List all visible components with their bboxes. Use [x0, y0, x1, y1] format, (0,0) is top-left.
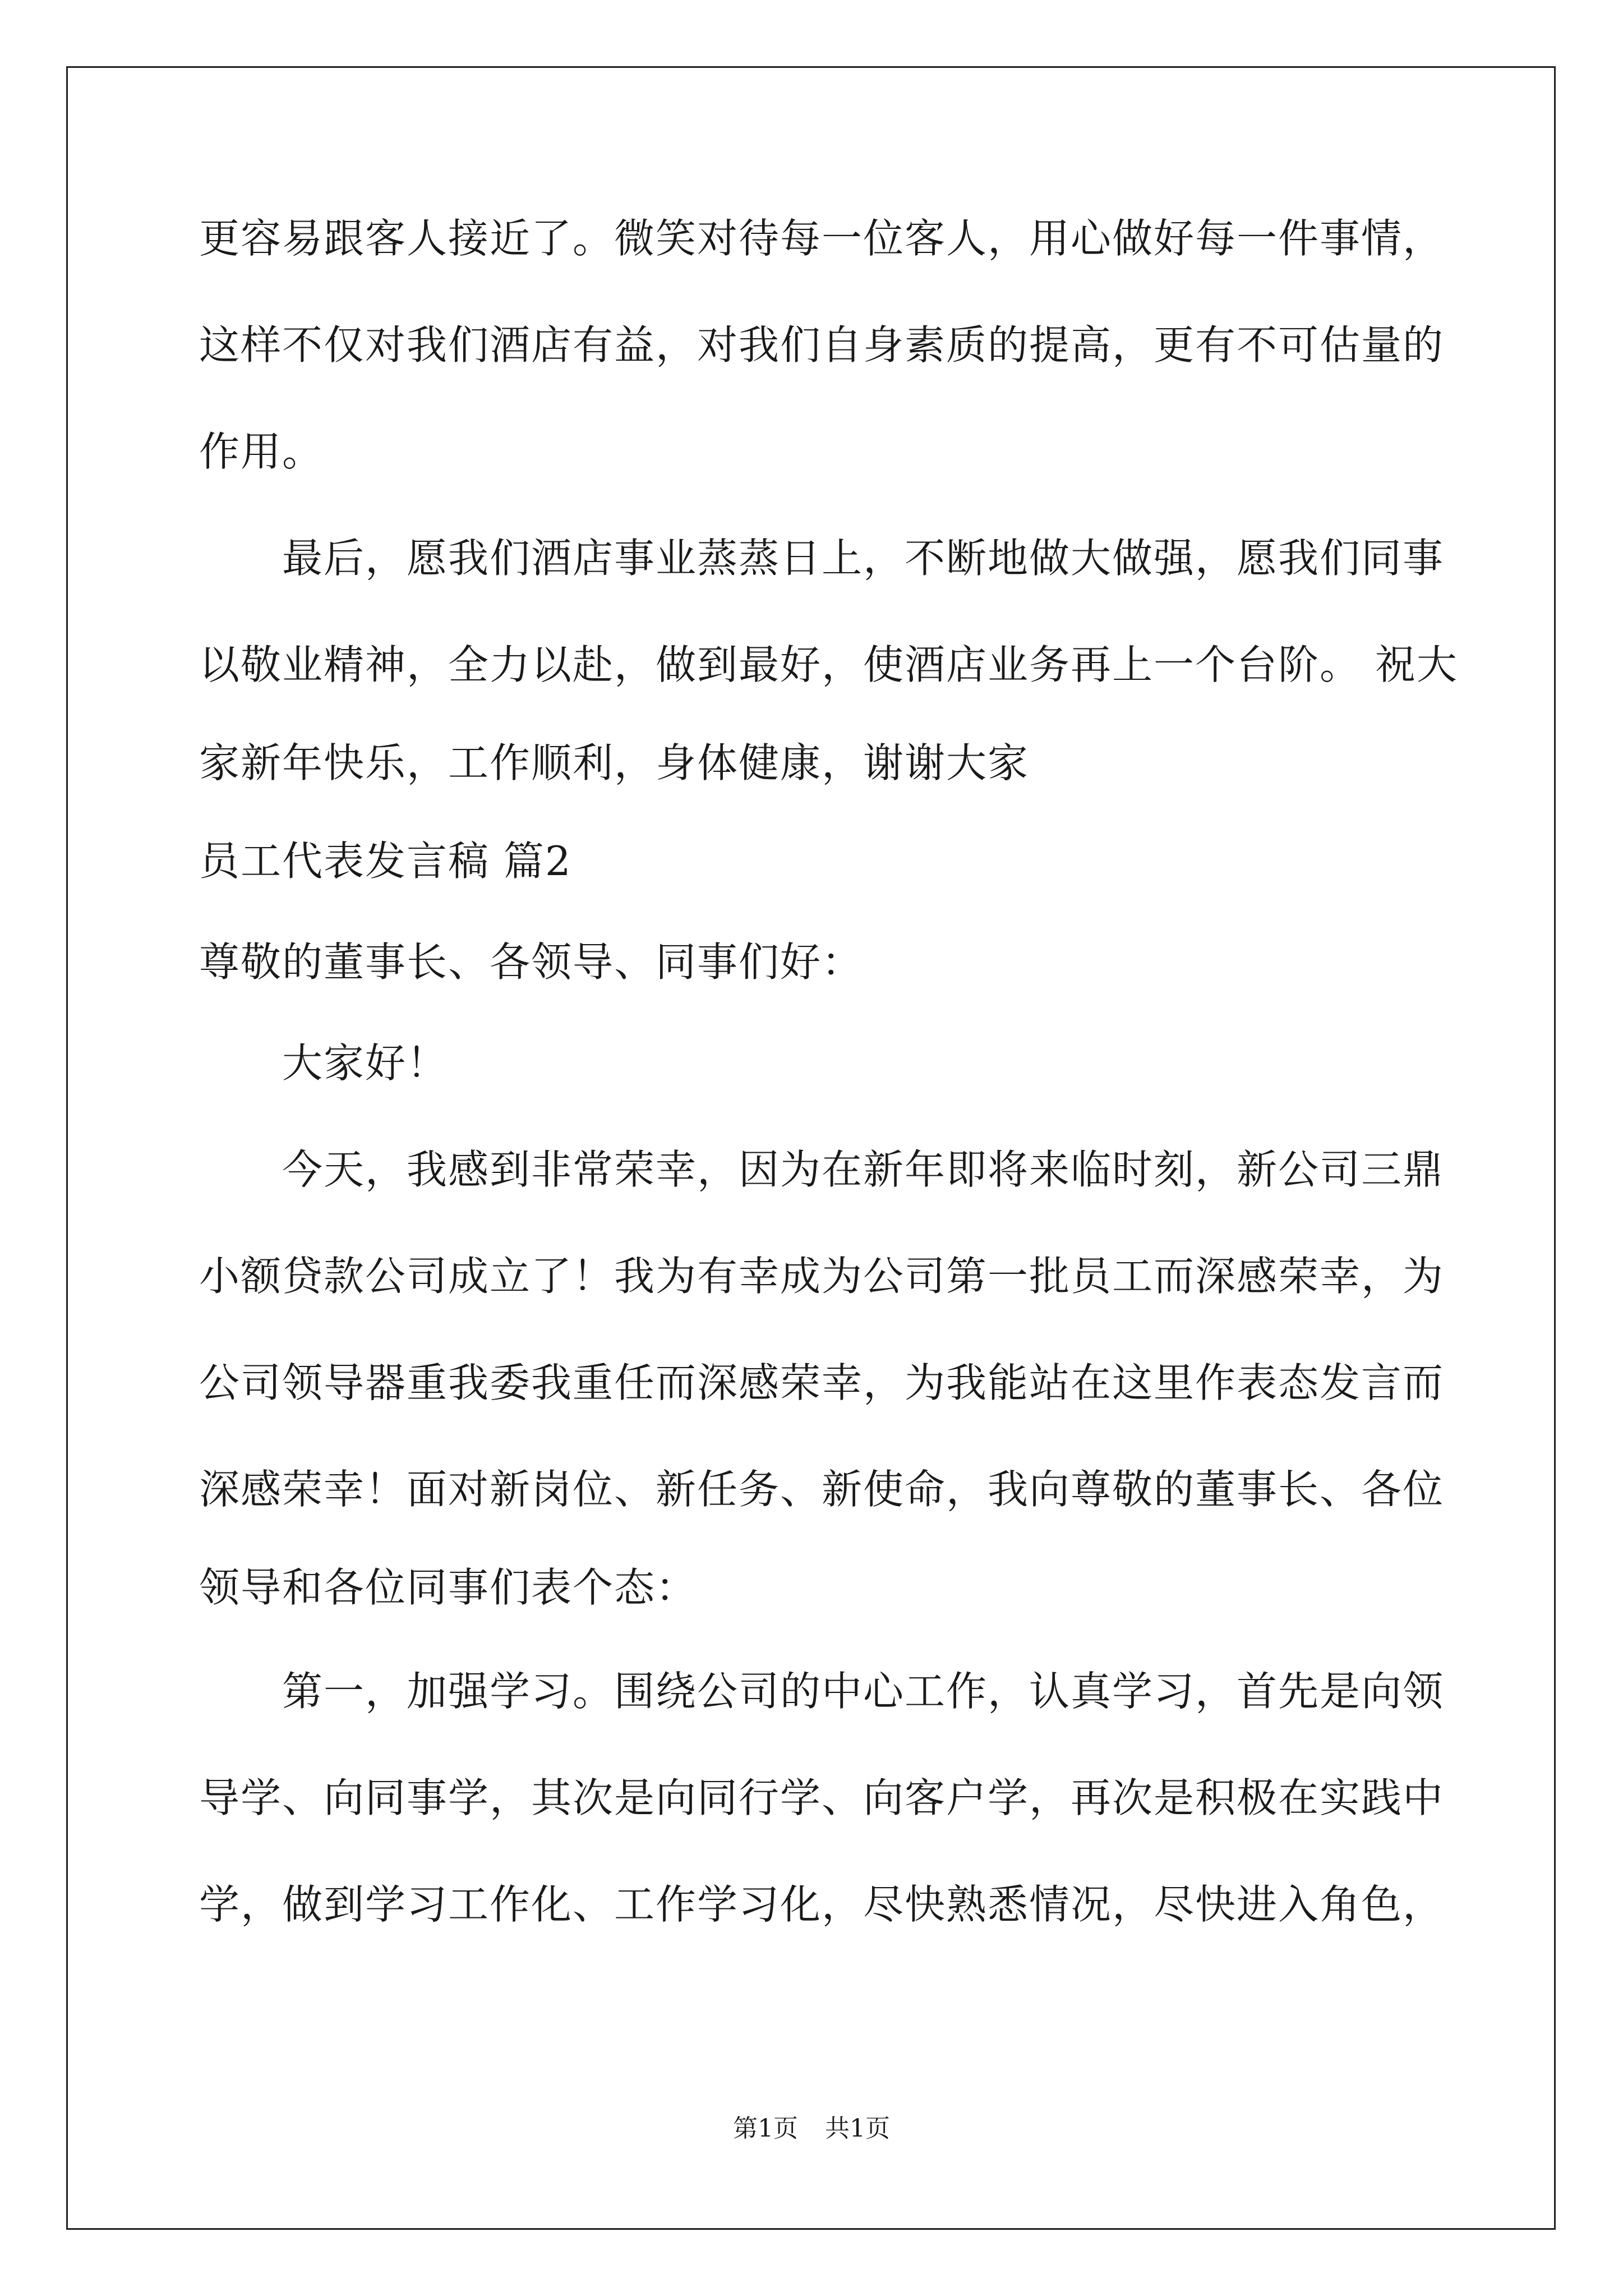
text-line: 深感荣幸！面对新岗位、新任务、新使命，我向尊敬的董事长、各位 [199, 1466, 1445, 1513]
text-line: 更容易跟客人接近了。微笑对待每一位客人，用心做好每一件事情， [199, 215, 1445, 262]
text-line: 学，做到学习工作化、工作学习化，尽快熟悉情况，尽快进入角色， [199, 1881, 1445, 1928]
text-line: 公司领导器重我委我重任而深感荣幸，为我能站在这里作表态发言而 [199, 1359, 1445, 1406]
page-footer [0, 2112, 1623, 2146]
text-line: 小额贷款公司成立了！我为有幸成为公司第一批员工而深感荣幸，为 [199, 1253, 1445, 1300]
greeting: 大家好！ [199, 1039, 449, 1087]
text-line: 导学、向同事学，其次是向同行学、向客户学，再次是积极在实践中 [199, 1774, 1445, 1821]
text-line: 这样不仅对我们酒店有益，对我们自身素质的提高，更有不可估量的 [199, 321, 1445, 369]
text-line: 领导和各位同事们表个态： [199, 1564, 698, 1611]
text-line: 最后，愿我们酒店事业蒸蒸日上，不断地做大做强，愿我们同事 [199, 535, 1445, 582]
text-line: 今天，我感到非常荣幸，因为在新年即将来临时刻，新公司三鼎 [199, 1146, 1445, 1193]
page-number-current: 第1页 [733, 2114, 798, 2143]
page-number-total: 共1页 [825, 2114, 890, 2143]
text-line: 以敬业精神，全力以赴，做到最好，使酒店业务再上一个台阶。 祝大 [199, 641, 1458, 688]
text-line: 作用。 [199, 428, 324, 475]
section-heading: 员工代表发言稿 篇2 [199, 838, 572, 885]
text-line: 第一，加强学习。围绕公司的中心工作，认真学习，首先是向领 [199, 1668, 1445, 1715]
salutation: 尊敬的董事长、各领导、同事们好： [199, 938, 864, 986]
text-line: 家新年快乐，工作顺利，身体健康，谢谢大家 [199, 739, 1030, 786]
